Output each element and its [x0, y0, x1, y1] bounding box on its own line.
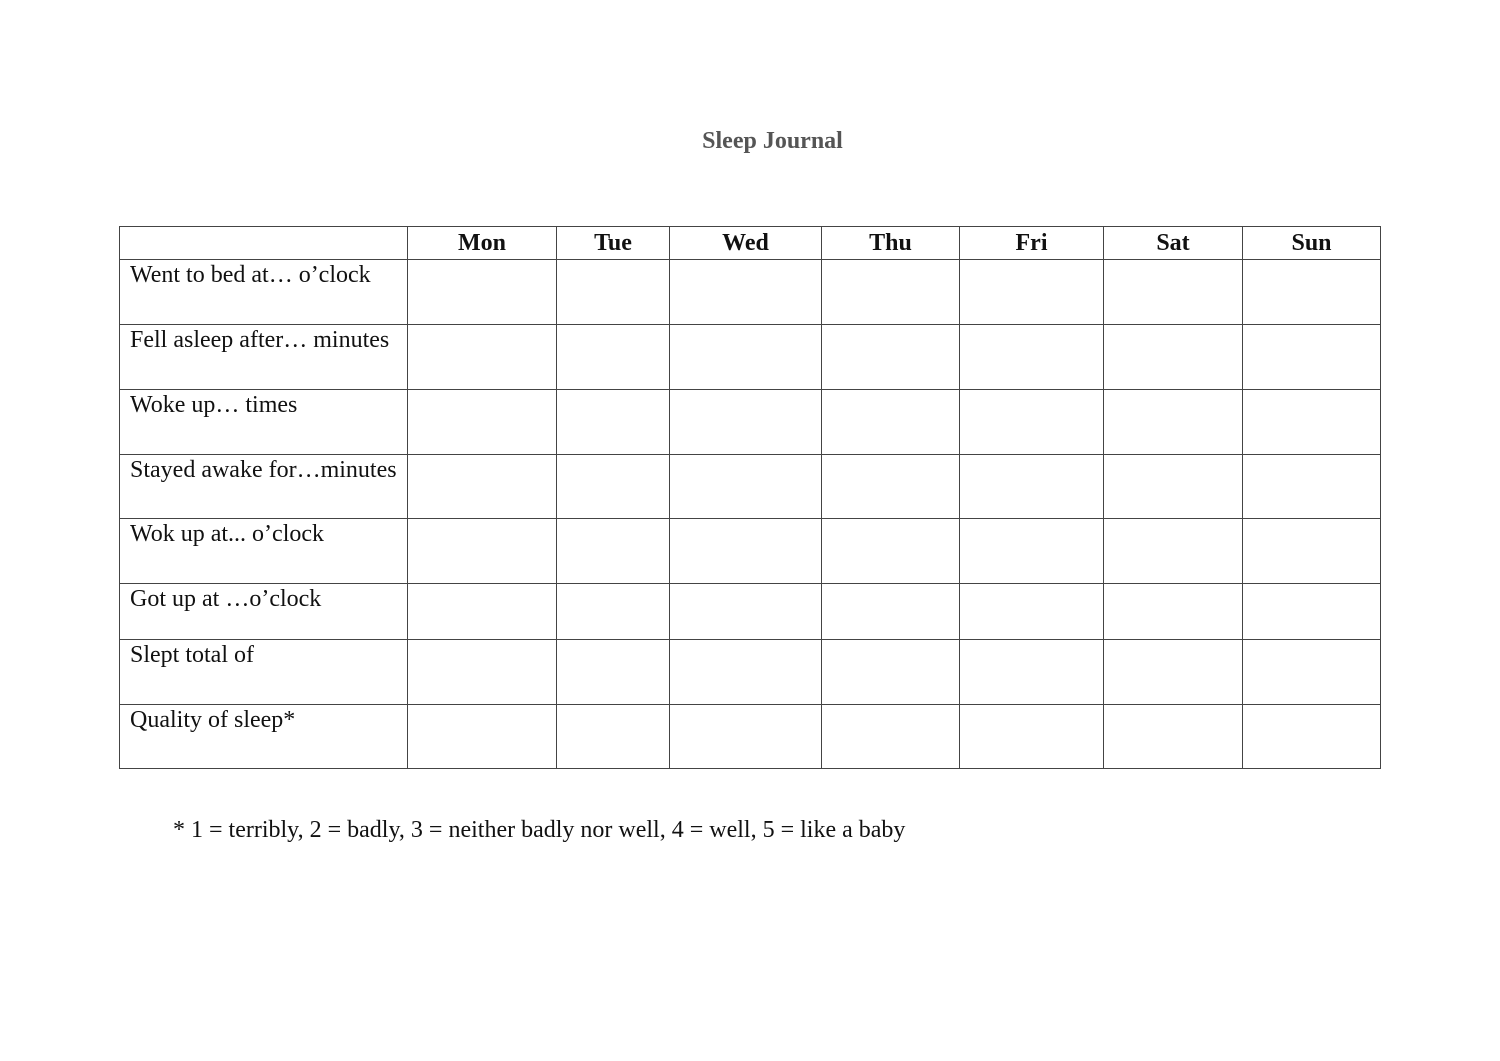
header-day-tue: Tue [557, 227, 670, 260]
table-row [120, 390, 1381, 455]
entry-cell-fri[interactable] [960, 705, 1104, 769]
entry-cell-fri[interactable] [960, 325, 1104, 390]
row-label: Woke up… times [120, 390, 408, 455]
table-row [120, 519, 1381, 584]
header-day-thu: Thu [822, 227, 960, 260]
entry-cell-wed[interactable] [670, 325, 822, 390]
entry-cell-tue[interactable] [557, 390, 670, 455]
entry-cell-wed[interactable] [670, 390, 822, 455]
entry-cell-sun[interactable] [1243, 455, 1381, 519]
table-row [120, 640, 1381, 705]
entry-cell-sun[interactable] [1243, 584, 1381, 640]
entry-cell-tue[interactable] [557, 455, 670, 519]
table-row [120, 584, 1381, 640]
entry-cell-sat[interactable] [1104, 519, 1243, 584]
entry-cell-wed[interactable] [670, 455, 822, 519]
entry-cell-tue[interactable] [557, 705, 670, 769]
table-row [120, 260, 1381, 325]
entry-cell-mon[interactable] [408, 455, 557, 519]
header-day-sun: Sun [1243, 227, 1381, 260]
entry-cell-wed[interactable] [670, 705, 822, 769]
table-row [120, 455, 1381, 519]
row-label: Fell asleep after… minutes [120, 325, 408, 390]
entry-cell-sun[interactable] [1243, 705, 1381, 769]
entry-cell-sun[interactable] [1243, 390, 1381, 455]
row-label: Stayed awake for…minutes [120, 455, 408, 519]
table-row [120, 705, 1381, 769]
row-label: Went to bed at… o’clock [120, 260, 408, 325]
header-day-mon: Mon [408, 227, 557, 260]
entry-cell-wed[interactable] [670, 260, 822, 325]
entry-cell-mon[interactable] [408, 705, 557, 769]
entry-cell-tue[interactable] [557, 584, 670, 640]
entry-cell-fri[interactable] [960, 584, 1104, 640]
entry-cell-wed[interactable] [670, 640, 822, 705]
entry-cell-thu[interactable] [822, 705, 960, 769]
entry-cell-sun[interactable] [1243, 325, 1381, 390]
row-label: Got up at …o’clock [120, 584, 408, 640]
entry-cell-sun[interactable] [1243, 519, 1381, 584]
header-day-wed: Wed [670, 227, 822, 260]
entry-cell-sat[interactable] [1104, 455, 1243, 519]
entry-cell-mon[interactable] [408, 584, 557, 640]
entry-cell-wed[interactable] [670, 584, 822, 640]
entry-cell-mon[interactable] [408, 390, 557, 455]
entry-cell-thu[interactable] [822, 390, 960, 455]
entry-cell-fri[interactable] [960, 455, 1104, 519]
sleep-journal-table [119, 226, 1381, 769]
entry-cell-sat[interactable] [1104, 260, 1243, 325]
entry-cell-thu[interactable] [822, 519, 960, 584]
header-day-sat: Sat [1104, 227, 1243, 260]
entry-cell-mon[interactable] [408, 640, 557, 705]
entry-cell-sat[interactable] [1104, 705, 1243, 769]
entry-cell-sun[interactable] [1243, 640, 1381, 705]
entry-cell-sat[interactable] [1104, 584, 1243, 640]
entry-cell-mon[interactable] [408, 260, 557, 325]
row-label: Slept total of [120, 640, 408, 705]
header-day-fri: Fri [960, 227, 1104, 260]
entry-cell-sun[interactable] [1243, 260, 1381, 325]
entry-cell-thu[interactable] [822, 455, 960, 519]
entry-cell-sat[interactable] [1104, 325, 1243, 390]
entry-cell-tue[interactable] [557, 325, 670, 390]
footnote: * 1 = terribly, 2 = badly, 3 = neither badly nor well, 4 = well, 5 = like a baby [173, 817, 906, 843]
header-corner-cell [120, 227, 408, 260]
entry-cell-thu[interactable] [822, 325, 960, 390]
entry-cell-wed[interactable] [670, 519, 822, 584]
table-row [120, 325, 1381, 390]
entry-cell-mon[interactable] [408, 519, 557, 584]
entry-cell-thu[interactable] [822, 260, 960, 325]
entry-cell-fri[interactable] [960, 260, 1104, 325]
page-title: Sleep Journal [702, 128, 843, 154]
entry-cell-thu[interactable] [822, 640, 960, 705]
entry-cell-tue[interactable] [557, 519, 670, 584]
entry-cell-sat[interactable] [1104, 390, 1243, 455]
row-label: Wok up at... o’clock [120, 519, 408, 584]
entry-cell-tue[interactable] [557, 640, 670, 705]
entry-cell-mon[interactable] [408, 325, 557, 390]
entry-cell-fri[interactable] [960, 519, 1104, 584]
entry-cell-thu[interactable] [822, 584, 960, 640]
entry-cell-tue[interactable] [557, 260, 670, 325]
entry-cell-fri[interactable] [960, 640, 1104, 705]
row-label: Quality of sleep* [120, 705, 408, 769]
entry-cell-sat[interactable] [1104, 640, 1243, 705]
entry-cell-fri[interactable] [960, 390, 1104, 455]
header-row [120, 227, 1381, 260]
